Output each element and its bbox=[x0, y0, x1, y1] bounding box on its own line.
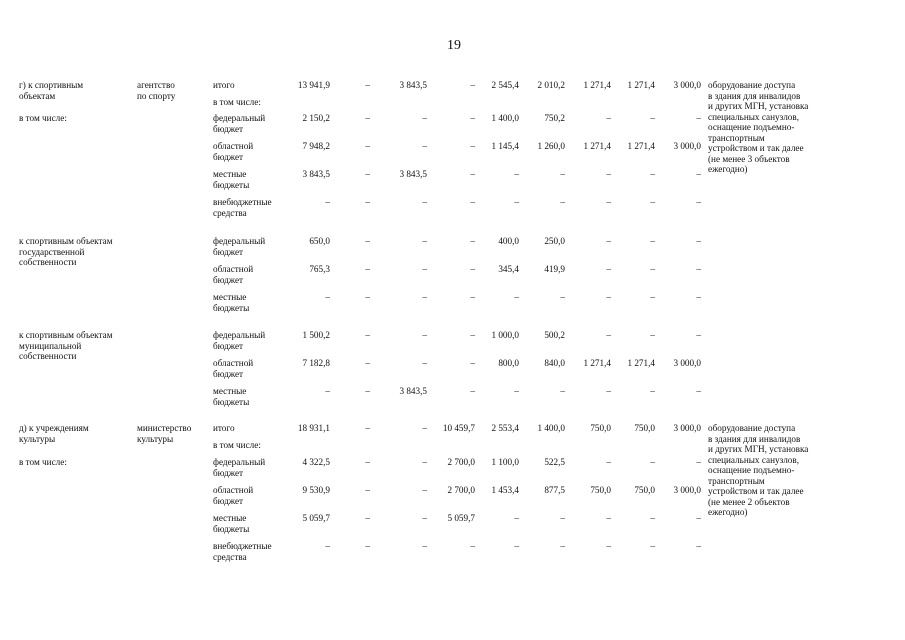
value-cell: 840,0 bbox=[544, 358, 565, 368]
value-cell: – bbox=[696, 330, 701, 340]
table-row bbox=[0, 485, 905, 513]
value-cell: 1 453,4 bbox=[491, 485, 519, 495]
funding-source: областной бюджет bbox=[213, 358, 254, 379]
value-cell: – bbox=[514, 292, 519, 302]
value-cell: 1 271,4 bbox=[627, 141, 655, 151]
section-title: д) к учреждениям культуры bbox=[19, 423, 89, 444]
value-cell: 750,2 bbox=[544, 113, 565, 123]
value-cell: – bbox=[606, 197, 611, 207]
value-cell: – bbox=[365, 113, 370, 123]
funding-source: областной бюджет bbox=[213, 264, 254, 285]
value-cell: – bbox=[470, 113, 475, 123]
value-cell: 750,0 bbox=[634, 485, 655, 495]
table-row bbox=[0, 386, 905, 414]
value-cell: – bbox=[606, 264, 611, 274]
value-cell: – bbox=[606, 541, 611, 551]
table-row bbox=[0, 169, 905, 197]
value-cell: – bbox=[422, 197, 427, 207]
value-cell: – bbox=[365, 457, 370, 467]
value-cell: – bbox=[650, 386, 655, 396]
value-total: 765,3 bbox=[309, 264, 330, 274]
value-cell: – bbox=[422, 236, 427, 246]
value-cell: – bbox=[696, 169, 701, 179]
value-cell: 1 260,0 bbox=[537, 141, 565, 151]
value-cell: – bbox=[514, 197, 519, 207]
section-title: к спортивным объектам государственной собственности bbox=[19, 236, 113, 267]
value-cell: – bbox=[422, 292, 427, 302]
value-cell: – bbox=[422, 485, 427, 495]
value-cell: 3 000,0 bbox=[673, 485, 701, 495]
value-cell: – bbox=[650, 113, 655, 123]
value-cell: – bbox=[422, 264, 427, 274]
sub-label: в том числе: bbox=[213, 97, 261, 107]
value-cell: 1 000,0 bbox=[491, 330, 519, 340]
value-cell: 3 000,0 bbox=[673, 423, 701, 433]
value-cell: – bbox=[470, 292, 475, 302]
value-cell: – bbox=[606, 236, 611, 246]
value-cell: – bbox=[650, 197, 655, 207]
table-row bbox=[0, 541, 905, 569]
value-cell: – bbox=[365, 236, 370, 246]
value-cell: 2 553,4 bbox=[491, 423, 519, 433]
value-cell: – bbox=[606, 457, 611, 467]
table-row bbox=[0, 236, 905, 267]
value-cell: – bbox=[470, 80, 475, 90]
value-cell: – bbox=[365, 80, 370, 90]
value-cell: – bbox=[365, 485, 370, 495]
value-cell: – bbox=[696, 386, 701, 396]
value-cell: 3 000,0 bbox=[673, 141, 701, 151]
value-cell: – bbox=[470, 330, 475, 340]
value-total: – bbox=[325, 292, 330, 302]
value-total: 13 941,9 bbox=[297, 80, 330, 90]
funding-source: местные бюджеты bbox=[213, 292, 250, 313]
value-cell: – bbox=[470, 386, 475, 396]
value-cell: – bbox=[650, 292, 655, 302]
value-cell: – bbox=[470, 236, 475, 246]
value-cell: 1 271,4 bbox=[627, 80, 655, 90]
value-cell: – bbox=[696, 541, 701, 551]
value-total: 5 059,7 bbox=[302, 513, 330, 523]
value-cell: – bbox=[650, 169, 655, 179]
funding-source: местные бюджеты bbox=[213, 169, 250, 190]
table-row bbox=[0, 141, 905, 169]
value-cell: – bbox=[650, 236, 655, 246]
value-cell: – bbox=[514, 541, 519, 551]
value-cell: – bbox=[365, 513, 370, 523]
value-cell: – bbox=[365, 292, 370, 302]
value-cell: 750,0 bbox=[590, 423, 611, 433]
value-cell: – bbox=[422, 513, 427, 523]
page-number: 19 bbox=[447, 38, 461, 53]
value-total: 2 150,2 bbox=[302, 113, 330, 123]
value-cell: – bbox=[696, 236, 701, 246]
value-cell: – bbox=[606, 513, 611, 523]
value-cell: 522,5 bbox=[544, 457, 565, 467]
section-title: к спортивным объектам муниципальной собственности bbox=[19, 330, 113, 361]
value-cell: – bbox=[470, 358, 475, 368]
value-cell: – bbox=[606, 292, 611, 302]
responsible-agency: министерство культуры bbox=[137, 423, 192, 444]
value-total: 7 948,2 bbox=[302, 141, 330, 151]
value-cell: – bbox=[560, 292, 565, 302]
value-total: 4 322,5 bbox=[302, 457, 330, 467]
value-cell: – bbox=[470, 264, 475, 274]
value-cell: – bbox=[650, 330, 655, 340]
section-note: оборудование доступа в здания для инвалидов и других МГН, установка специальных санузлов, оснащение подъемно- транспортным устройством и так далее (не менее 2 объектов ежегодно) bbox=[708, 423, 809, 517]
value-cell: – bbox=[365, 358, 370, 368]
funding-source: местные бюджеты bbox=[213, 386, 250, 407]
value-cell: 1 400,0 bbox=[537, 423, 565, 433]
value-cell: – bbox=[422, 141, 427, 151]
funding-source: местные бюджеты bbox=[213, 513, 250, 534]
funding-source: федеральный бюджет bbox=[213, 330, 266, 351]
value-cell: 1 145,4 bbox=[491, 141, 519, 151]
table-row bbox=[0, 330, 905, 361]
value-cell: – bbox=[365, 423, 370, 433]
value-cell: 1 400,0 bbox=[491, 113, 519, 123]
value-cell: – bbox=[365, 386, 370, 396]
value-cell: – bbox=[650, 264, 655, 274]
value-cell: 1 271,4 bbox=[627, 358, 655, 368]
value-cell: – bbox=[560, 513, 565, 523]
responsible-agency: агентство по спорту bbox=[137, 80, 176, 101]
value-total: 650,0 bbox=[309, 236, 330, 246]
value-cell: – bbox=[560, 386, 565, 396]
funding-source: итого bbox=[213, 80, 235, 90]
value-cell: 2 700,0 bbox=[447, 457, 475, 467]
value-cell: – bbox=[365, 264, 370, 274]
value-cell: 3 843,5 bbox=[399, 169, 427, 179]
value-cell: – bbox=[422, 358, 427, 368]
value-cell: 345,4 bbox=[498, 264, 519, 274]
value-cell: 2 700,0 bbox=[447, 485, 475, 495]
value-cell: 800,0 bbox=[498, 358, 519, 368]
value-cell: – bbox=[560, 541, 565, 551]
value-cell: – bbox=[650, 457, 655, 467]
value-total: – bbox=[325, 197, 330, 207]
value-cell: – bbox=[422, 423, 427, 433]
side-label: в том числе: bbox=[19, 113, 67, 123]
value-cell: – bbox=[696, 264, 701, 274]
sub-label: в том числе: bbox=[213, 440, 261, 450]
table-row bbox=[0, 197, 905, 225]
funding-source: внебюджетные средства bbox=[213, 197, 272, 218]
value-cell: 3 843,5 bbox=[399, 80, 427, 90]
value-cell: 400,0 bbox=[498, 236, 519, 246]
value-cell: – bbox=[365, 169, 370, 179]
value-cell: 5 059,7 bbox=[447, 513, 475, 523]
value-cell: – bbox=[365, 197, 370, 207]
value-cell: 1 271,4 bbox=[583, 80, 611, 90]
value-cell: – bbox=[422, 113, 427, 123]
value-cell: – bbox=[514, 386, 519, 396]
value-total: – bbox=[325, 541, 330, 551]
funding-source: областной бюджет bbox=[213, 485, 254, 506]
value-cell: – bbox=[696, 113, 701, 123]
value-cell: – bbox=[650, 541, 655, 551]
funding-source: областной бюджет bbox=[213, 141, 254, 162]
value-cell: 750,0 bbox=[590, 485, 611, 495]
value-cell: – bbox=[514, 169, 519, 179]
table-row bbox=[0, 264, 905, 292]
value-total: – bbox=[325, 386, 330, 396]
value-cell: 2 545,4 bbox=[491, 80, 519, 90]
value-cell: 750,0 bbox=[634, 423, 655, 433]
value-cell: 2 010,2 bbox=[537, 80, 565, 90]
value-cell: 250,0 bbox=[544, 236, 565, 246]
table-row bbox=[0, 457, 905, 485]
value-cell: – bbox=[696, 457, 701, 467]
section-title: г) к спортивным объектам bbox=[19, 80, 84, 101]
value-cell: – bbox=[606, 169, 611, 179]
value-cell: – bbox=[560, 169, 565, 179]
value-cell: – bbox=[470, 541, 475, 551]
value-cell: 1 271,4 bbox=[583, 141, 611, 151]
value-cell: – bbox=[365, 541, 370, 551]
value-cell: – bbox=[606, 330, 611, 340]
value-cell: – bbox=[606, 113, 611, 123]
funding-source: федеральный бюджет bbox=[213, 236, 266, 257]
value-cell: 3 843,5 bbox=[399, 386, 427, 396]
value-cell: 877,5 bbox=[544, 485, 565, 495]
side-label: в том числе: bbox=[19, 457, 67, 467]
table-row bbox=[0, 513, 905, 541]
value-total: 3 843,5 bbox=[302, 169, 330, 179]
value-cell: 3 000,0 bbox=[673, 358, 701, 368]
value-cell: 419,9 bbox=[544, 264, 565, 274]
value-cell: – bbox=[470, 141, 475, 151]
table-row bbox=[0, 113, 905, 141]
value-cell: 500,2 bbox=[544, 330, 565, 340]
value-cell: – bbox=[560, 197, 565, 207]
section-note: оборудование доступа в здания для инвалидов и других МГН, установка специальных санузлов, оснащение подъемно- транспортным устройством и так далее (не менее 3 объектов ежегодно) bbox=[708, 80, 809, 174]
funding-source: федеральный бюджет bbox=[213, 113, 266, 134]
value-cell: – bbox=[696, 197, 701, 207]
funding-source: федеральный бюджет bbox=[213, 457, 266, 478]
value-total: 9 530,9 bbox=[302, 485, 330, 495]
value-cell: – bbox=[422, 541, 427, 551]
value-cell: – bbox=[422, 457, 427, 467]
value-cell: – bbox=[696, 292, 701, 302]
value-total: 18 931,1 bbox=[297, 423, 330, 433]
value-cell: – bbox=[365, 141, 370, 151]
value-cell: – bbox=[606, 386, 611, 396]
value-cell: 3 000,0 bbox=[673, 80, 701, 90]
value-cell: – bbox=[365, 330, 370, 340]
funding-source: внебюджетные средства bbox=[213, 541, 272, 562]
value-total: 7 182,8 bbox=[302, 358, 330, 368]
value-cell: – bbox=[514, 513, 519, 523]
value-cell: 1 100,0 bbox=[491, 457, 519, 467]
value-cell: – bbox=[470, 169, 475, 179]
value-cell: – bbox=[422, 330, 427, 340]
table-row bbox=[0, 358, 905, 386]
value-cell: 1 271,4 bbox=[583, 358, 611, 368]
value-cell: – bbox=[470, 197, 475, 207]
table-row bbox=[0, 292, 905, 320]
value-cell: – bbox=[696, 513, 701, 523]
funding-source: итого bbox=[213, 423, 235, 433]
value-cell: – bbox=[650, 513, 655, 523]
value-total: 1 500,2 bbox=[302, 330, 330, 340]
value-cell: 10 459,7 bbox=[442, 423, 475, 433]
